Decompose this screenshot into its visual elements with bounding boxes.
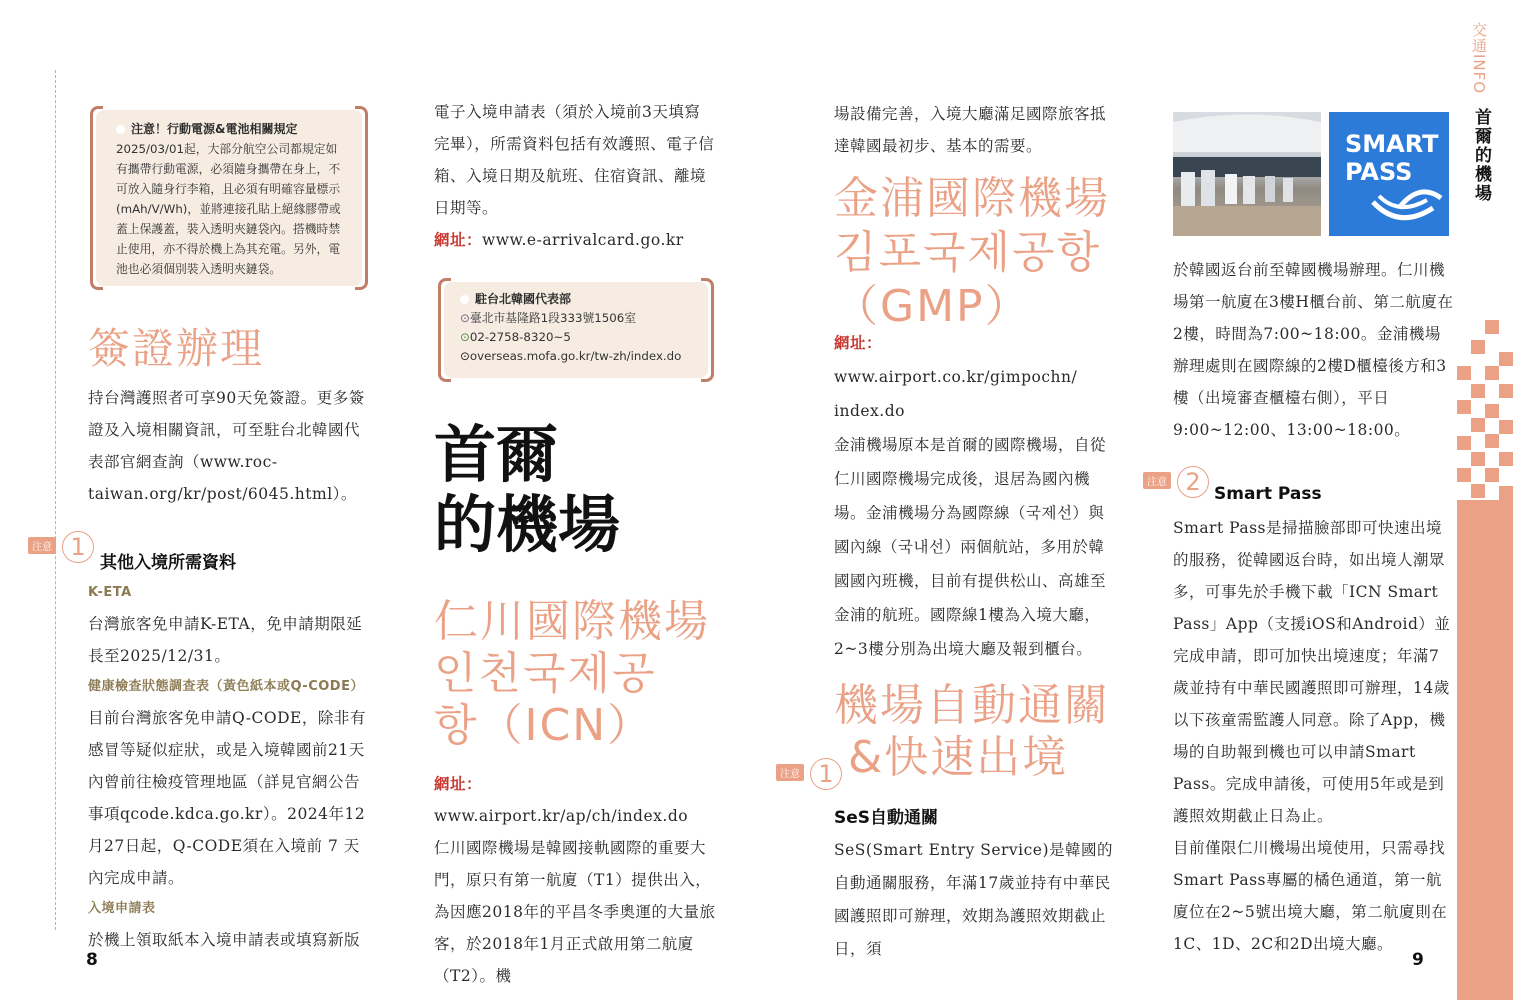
page-number-left: 8 <box>86 950 98 970</box>
note-number: 2 <box>1177 466 1209 498</box>
note-tag: 注意 <box>776 764 804 781</box>
icn-title-zh: 仁川國際機場 <box>434 596 710 647</box>
smart-logo-line1: SMART <box>1345 130 1439 158</box>
bullet-icon <box>460 295 469 304</box>
battery-notice-box <box>96 110 362 286</box>
note-tag: 注意 <box>28 537 56 554</box>
pattern-square <box>1499 486 1513 500</box>
main-title-line2: 的機場 <box>434 488 621 561</box>
ses-marker <box>776 758 846 790</box>
arrival-body: 於機上領取紙本入境申請表或填寫新版 <box>88 931 361 949</box>
icn-title <box>434 596 710 752</box>
auto-title-line1: 機場自動通關 <box>834 680 1110 731</box>
note-number: 1 <box>62 531 94 563</box>
ses-title: SeS自動通關 <box>834 808 939 828</box>
pattern-square <box>1457 436 1471 450</box>
visa-body-block <box>88 382 368 510</box>
smart-pass-logo <box>1329 112 1449 236</box>
rep-office-box <box>444 282 708 378</box>
section-sidebar <box>1457 0 1513 1000</box>
gmp-title-ko: 김포국제공항 <box>834 227 1102 278</box>
note-tag: 注意 <box>1143 472 1171 489</box>
sidebar-fill-block <box>1457 500 1513 1000</box>
smart-pass-swoosh-icon <box>1329 112 1449 236</box>
airport-kiosk-photo <box>1173 112 1321 236</box>
url-label: 網址： <box>434 231 483 249</box>
pattern-square <box>1499 384 1513 398</box>
gmp-title-zh: 金浦國際機場 <box>834 173 1110 224</box>
rep-phone: 02-2758-8320~5 <box>469 330 571 344</box>
pattern-square <box>1485 366 1499 380</box>
smartpass-title: Smart Pass <box>1214 484 1322 504</box>
arrival-heading: 入境申請表 <box>88 901 156 916</box>
url-label: 網址： <box>834 334 883 352</box>
location-icon: ⊙ <box>460 311 470 325</box>
icn-body: 仁川國際機場是韓國接軌國際的重要大門，原只有第一航廈（T1）提供出入，為因應2018年的平昌冬季奧運的大量旅客，於2018年1月正式啟用第二航廈（T2）。機 <box>434 839 716 985</box>
pattern-square <box>1471 452 1485 466</box>
auto-title-line2: &快速出境 <box>848 732 1069 783</box>
gmp-title-code: （GMP） <box>834 281 1031 332</box>
note1-marker <box>28 531 98 563</box>
pattern-square <box>1499 352 1513 366</box>
note-number: 1 <box>810 758 842 790</box>
ses-body: SeS(Smart Entry Service)是韓國的自動通關服務，年滿17歲並持有中華民國護照即可辦理，效期為護照效期截止日，須 <box>834 841 1114 958</box>
icn-title-ko: 인천국제공 <box>434 648 657 699</box>
auto-gate-title <box>834 680 1110 784</box>
bullet-icon <box>116 125 125 134</box>
qcode-heading: 健康檢查狀態調查表（黃色紙本或Q-CODE） <box>88 679 364 694</box>
pattern-square <box>1499 420 1513 434</box>
keta-body: 台灣旅客免申請K-ETA，免申請期限延長至2025/12/31。 <box>88 615 363 665</box>
ses-cont: 於韓國返台前至韓國機場辦理。仁川機場第一航廈在3樓H櫃台前、第二航廈在2樓，時間為7:00~18:00。金浦機場辦理處則在國際線的2樓D櫃檯後方和3樓（出境審查櫃檯右側），平日9:00~12:00、13:00~18:00。 <box>1173 261 1454 439</box>
gmp-url-2[interactable]: index.do <box>834 402 905 420</box>
pattern-square <box>1457 468 1471 482</box>
other-docs-title: 其他入境所需資料 <box>100 553 236 573</box>
pattern-square <box>1471 418 1485 432</box>
gmp-block <box>834 326 1118 666</box>
spread-main-title <box>434 420 620 560</box>
ses-block <box>834 834 1118 966</box>
arrival-cont-block <box>434 96 716 256</box>
visa-title: 簽證辦理 <box>88 324 265 373</box>
url-label: 網址： <box>434 775 483 793</box>
pattern-square <box>1485 320 1499 334</box>
sidebar-section-label: 交通INFO <box>1470 22 1488 95</box>
notice-title: 注意！行動電源&電池相關規定 <box>131 122 298 136</box>
pattern-square <box>1499 452 1513 466</box>
smart-logo-line2: PASS <box>1345 158 1413 186</box>
qcode-body: 目前台灣旅客免申請Q-CODE，除非有感冒等疑似症狀，或是入境韓國前21天內曾前往檢疫管理地區（詳見官網公告事項qcode.kdca.go.kr）。2024年12月27日起，Q-CODE須在入境前 7 天內完成申請。 <box>88 709 366 887</box>
margin-dashed-line <box>55 70 56 930</box>
icn-cont: 場設備完善，入境大廳滿足國際旅客抵達韓國最初步、基本的需要。 <box>834 105 1107 155</box>
icn-title-code: 항（ICN） <box>434 700 654 751</box>
gmp-url-1[interactable]: www.airport.co.kr/gimpochn/ <box>834 368 1078 386</box>
rep-address: 臺北市基隆路1段333號1506室 <box>469 311 637 325</box>
rep-web[interactable]: overseas.mofa.go.kr/tw-zh/index.do <box>469 349 682 363</box>
smartpass-body: Smart Pass是掃描臉部即可快速出境的服務，從韓國返台時，如出境人潮眾多，可事先於手機下載「ICN Smart Pass」App（支援iOS和Android）並完成申請，即可加快出境速度；年滿7歲並持有中華民國護照即可辦理，14歲以下孩童需監護人同意。除了App，機場的自助報到機也可以申請Smart Pass。完成申請後，可使用5年或是到護照效期截止日為止。 <box>1173 519 1451 825</box>
pattern-square <box>1457 400 1471 414</box>
kiosk-illustration <box>1173 112 1321 236</box>
icn-url[interactable]: www.airport.kr/ap/ch/index.do <box>434 807 689 825</box>
pattern-square <box>1485 404 1499 418</box>
pattern-square <box>1485 468 1499 482</box>
pattern-square <box>1457 366 1471 380</box>
arrival-url[interactable]: www.e-arrivalcard.go.kr <box>482 231 684 249</box>
arrival-cont: 電子入境申請表（須於入境前3天填寫完畢），所需資料包括有效護照、電子信箱、入境日期及航班、住宿資訊、離境日期等。 <box>434 103 715 217</box>
main-title-line1: 首爾 <box>434 418 559 491</box>
icn-block <box>434 768 716 992</box>
pattern-square <box>1471 484 1485 498</box>
smartpass-body2: 目前僅限仁川機場出境使用，只需尋找Smart Pass專屬的橘色通道，第一航廈位在2~5號出境大廳，第二航廈則在1C、1D、2C和2D出境大廳。 <box>1173 839 1448 953</box>
smartpass-block <box>1173 512 1455 960</box>
visa-body: 持台灣護照者可享90天免簽證。更多簽證及入境相關資訊，可至駐台北韓國代表部官網查詢（www.roc-taiwan.org/kr/post/6045.html）。 <box>88 389 365 503</box>
sidebar-title: 首爾的機場 <box>1471 108 1491 203</box>
icn-cont-block <box>834 98 1116 162</box>
web-icon: ⊙ <box>460 349 470 363</box>
rep-title: 駐台北韓國代表部 <box>475 292 572 306</box>
phone-icon: ⊙ <box>460 330 470 344</box>
page-number-right: 9 <box>1412 950 1424 970</box>
gmp-body: 金浦機場原本是首爾的國際機場，自從仁川國際機場完成後，退居為國內機場。金浦機場分為國際線（국제선）與國內線（국내선）兩個航站，多用於韓國國內班機，目前有提供松山、高雄至金浦的航班。國際線1樓為入境大廳，2~3樓分別為出境大廳及報到櫃台。 <box>834 436 1107 658</box>
pattern-square <box>1485 434 1499 448</box>
gmp-title <box>834 172 1110 334</box>
pattern-square <box>1471 384 1485 398</box>
other-docs-block <box>88 578 372 956</box>
smartpass-intro-block <box>1173 254 1455 446</box>
smartpass-marker <box>1143 466 1213 498</box>
keta-heading: K-ETA <box>88 585 132 600</box>
notice-body: 2025/03/01起，大部分航空公司都規定如有攜帶行動電源，必須隨身攜帶在身上，不可放入隨身行李箱，且必須有明確容量標示(mAh/V/Wh)，並將連接孔貼上絕緣膠帶或蓋上保護蓋，裝入透明夾鏈袋內。搭機時禁止使用，亦不得於機上為其充電。另外，電池也必須個別裝入透明夾鏈袋。 <box>116 142 341 276</box>
pattern-square <box>1471 340 1485 354</box>
